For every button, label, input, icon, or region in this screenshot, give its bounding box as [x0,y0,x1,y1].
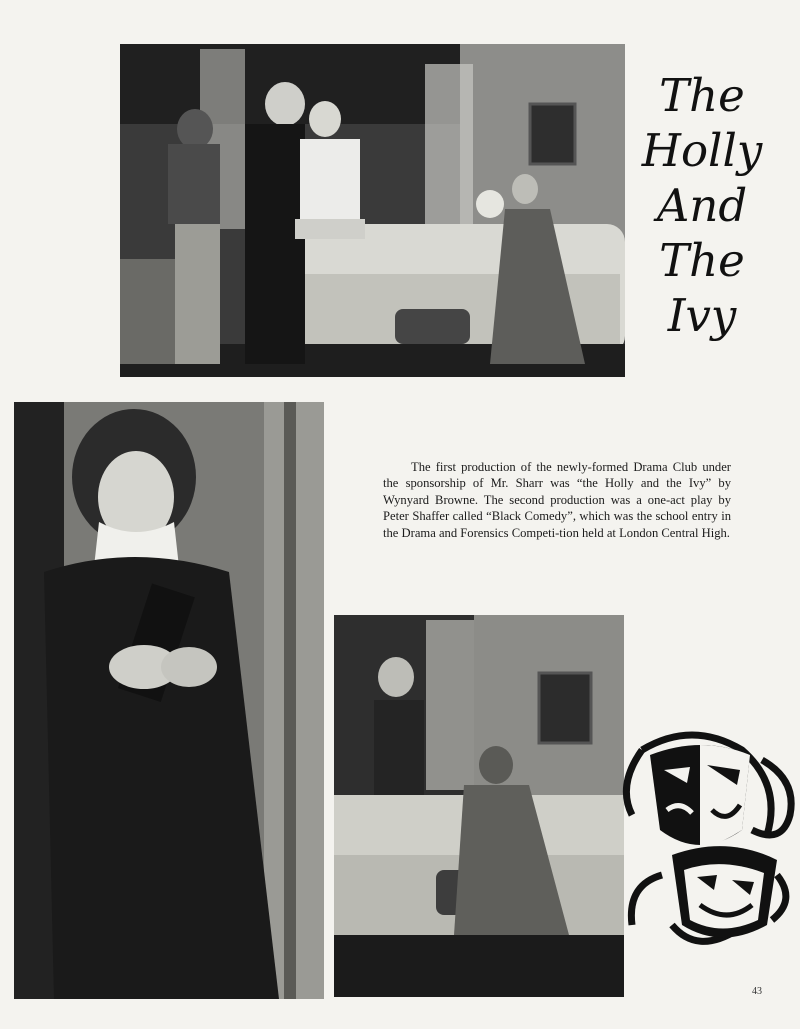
article-caption: The first production of the newly-formed Drama Club under the sponsorship of Mr. Sharr was “the Holly and the Ivy” by Wynyard Browne. The second production was a one-act play by Peter Shaffer called “Black Comedy”, which was the school entry in the Drama and Forensics Competi-tion held at London Central High. [383,459,731,540]
title-line: And [656,179,748,232]
title-line: Holly [641,124,763,177]
title-line: Ivy [667,289,737,342]
stage-scene-photo [120,44,625,377]
title-line: The [659,69,745,122]
page-number: 43 [752,986,762,997]
article-title [632,68,772,343]
title-line: The [659,234,745,287]
actress-portrait-photo [14,402,324,999]
comedy-tragedy-masks-icon [622,725,797,955]
stage-scene-sofa-photo [334,615,624,997]
